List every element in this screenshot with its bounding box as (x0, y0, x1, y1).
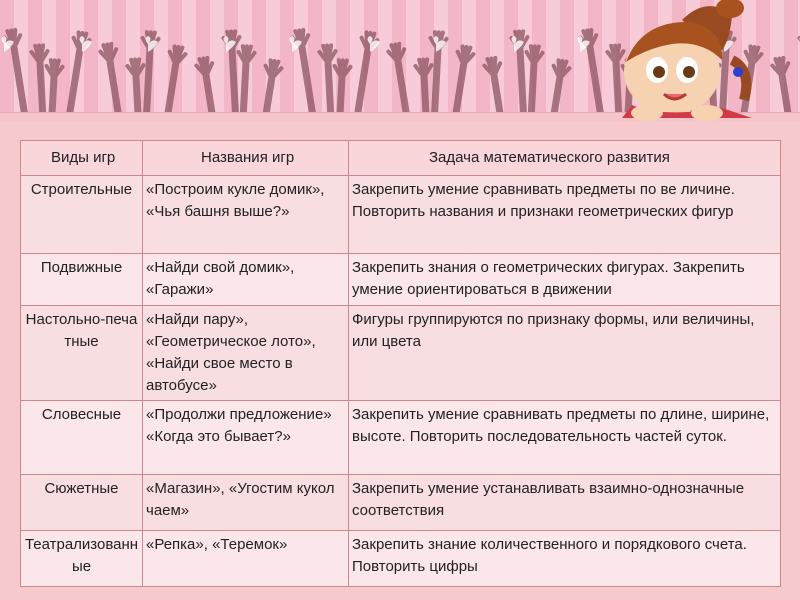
math-task-cell: Закрепить умение сравнивать предметы по ве личине. Повторить названия и признаки геометрических фигур (349, 176, 781, 254)
game-names-cell: «Репка», «Теремок» (143, 531, 349, 587)
game-names-cell: «Найди свой домик», «Гаражи» (143, 254, 349, 306)
header-game-types: Виды игр (21, 141, 143, 176)
table-row (21, 254, 781, 306)
game-names-cell: «Найди пару», «Геометрическое лото», «Найди свое место в автобусе» (143, 306, 349, 401)
table-row (21, 475, 781, 531)
header-game-names: Названия игр (143, 141, 349, 176)
math-task-cell: Закрепить знания о геометрических фигурах. Закрепить умение ориентироваться в движении (349, 254, 781, 306)
table-row (21, 401, 781, 475)
game-type-cell: Словесные (21, 401, 143, 475)
math-task-cell: Закрепить знание количественного и порядкового счета. Повторить цифры (349, 531, 781, 587)
game-type-cell: Театрализованные (21, 531, 143, 587)
math-task-cell: Закрепить умение сравнивать предметы по длине, ширине, высоте. Повторить последовательность частей суток. (349, 401, 781, 475)
table-header-row (21, 141, 781, 176)
game-names-cell: «Магазин», «Угостим кукол чаем» (143, 475, 349, 531)
header-math-task: Задача математического развития (349, 141, 781, 176)
game-type-cell: Подвижные (21, 254, 143, 306)
game-names-cell: «Продолжи предложение» «Когда это бывает?» (143, 401, 349, 475)
game-type-cell: Строительные (21, 176, 143, 254)
cartoon-girl-icon (612, 0, 772, 130)
game-names-cell: «Построим кукле домик», «Чья башня выше?» (143, 176, 349, 254)
math-task-cell: Фигуры группируются по признаку формы, или величины, или цвета (349, 306, 781, 401)
math-games-table (20, 140, 781, 587)
math-task-cell: Закрепить умение устанавливать взаимно-однозначные соответствия (349, 475, 781, 531)
table-row (21, 176, 781, 254)
game-type-cell: Сюжетные (21, 475, 143, 531)
math-games-table-container (20, 140, 780, 587)
table-row (21, 531, 781, 587)
game-type-cell: Настольно-печатные (21, 306, 143, 401)
table-row (21, 306, 781, 401)
